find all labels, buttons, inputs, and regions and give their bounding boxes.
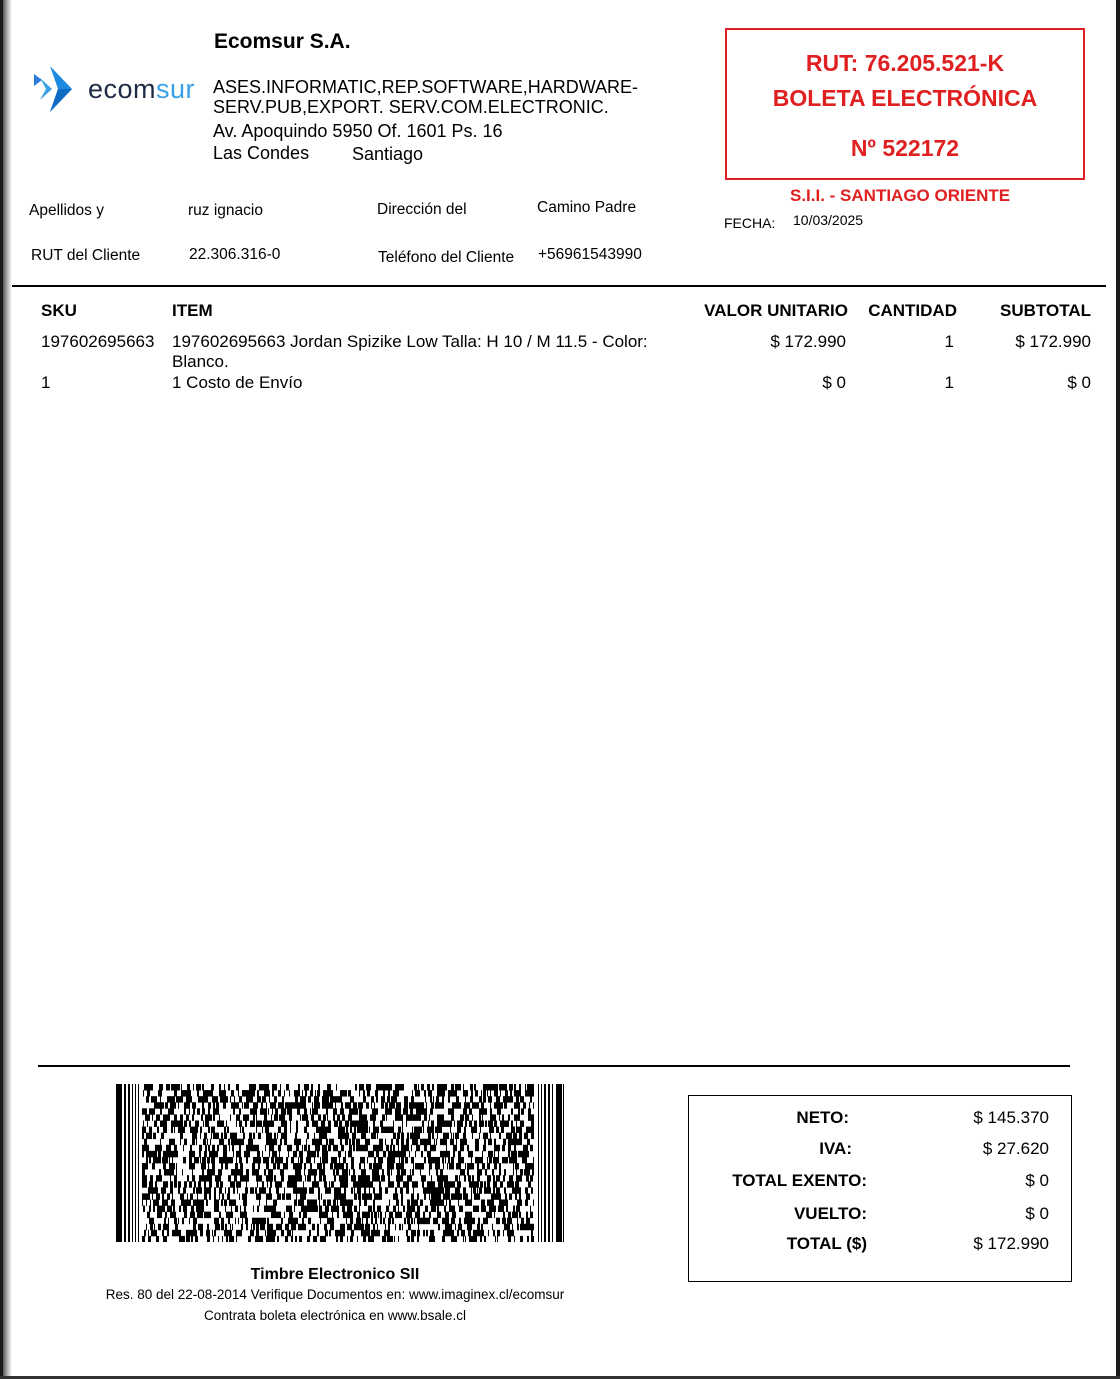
customer-phone: +56961543990 — [538, 246, 642, 263]
row-qty: 1 — [944, 332, 954, 351]
vuelto-value: $ 0 — [1025, 1204, 1049, 1223]
col-header-subtotal: SUBTOTAL — [1000, 301, 1091, 320]
fecha-label: FECHA: — [724, 215, 776, 231]
row-sku: 1 — [41, 373, 51, 392]
exento-label: TOTAL EXENTO: — [732, 1171, 867, 1190]
timbre-title: Timbre Electronico SII — [250, 1266, 420, 1283]
neto-value: $ 145.370 — [973, 1108, 1049, 1127]
company-activity-2: SERV.PUB,EXPORT. SERV.COM.ELECTRONIC. — [213, 97, 609, 117]
customer-name-label: Apellidos y — [29, 202, 104, 219]
timbre-resolution: Res. 80 del 22-08-2014 Verifique Documentos en: www.imaginex.cl/ecomsur — [105, 1287, 565, 1302]
row-item: 1 Costo de Envío — [172, 373, 303, 392]
vuelto-label: VUELTO: — [793, 1204, 867, 1223]
page-edge-right — [1116, 0, 1120, 1379]
footer-divider — [38, 1065, 1070, 1067]
customer-address: Camino Padre — [537, 199, 637, 216]
row-item-cont: Blanco. — [172, 352, 229, 371]
row-subtotal: $ 172.990 — [1015, 332, 1091, 351]
col-header-qty: CANTIDAD — [868, 301, 957, 320]
logo-wordmark — [88, 74, 195, 105]
pdf417-barcode — [116, 1084, 564, 1242]
timbre-contract: Contrata boleta electrónica en www.bsale.cl — [204, 1308, 466, 1323]
row-subtotal: $ 0 — [1067, 373, 1091, 392]
document-id-box — [725, 28, 1085, 180]
company-name: Ecomsur S.A. — [214, 30, 351, 53]
company-commune: Las Condes — [213, 143, 310, 163]
col-header-item: ITEM — [172, 301, 213, 320]
row-unit-price: $ 172.990 — [770, 332, 846, 351]
total-value: $ 172.990 — [973, 1234, 1049, 1253]
exento-value: $ 0 — [1025, 1171, 1049, 1190]
document-type: BOLETA ELECTRÓNICA — [772, 85, 1038, 111]
customer-rut: 22.306.316-0 — [189, 246, 281, 263]
customer-rut-label: RUT del Cliente — [31, 247, 141, 264]
page-edge-left — [0, 0, 12, 1379]
iva-value: $ 27.620 — [982, 1139, 1049, 1158]
neto-label: NETO: — [796, 1108, 849, 1127]
customer-phone-label: Teléfono del Cliente — [378, 249, 515, 266]
row-sku: 197602695663 — [41, 332, 155, 351]
row-unit-price: $ 0 — [822, 373, 846, 392]
issuer-rut: RUT: 76.205.521-K — [805, 50, 1005, 76]
header-divider — [12, 285, 1106, 287]
col-header-sku: SKU — [41, 301, 77, 320]
row-qty: 1 — [944, 373, 954, 392]
total-label: TOTAL ($) — [786, 1234, 867, 1253]
customer-name: ruz ignacio — [188, 202, 263, 219]
company-activity-1: ASES.INFORMATIC,REP.SOFTWARE,HARDWARE- — [213, 77, 639, 97]
iva-label: IVA: — [819, 1139, 852, 1158]
logo-text-b: sur — [156, 74, 196, 104]
row-item: 197602695663 Jordan Spizike Low Talla: H 10 / M 11.5 - Color: — [172, 332, 648, 351]
logo-text-a: ecom — [88, 74, 157, 104]
customer-address-label: Dirección del — [377, 201, 467, 218]
sii-office: S.I.I. - SANTIAGO ORIENTE — [790, 186, 1011, 205]
fecha-value: 10/03/2025 — [793, 212, 864, 228]
company-city: Santiago — [352, 144, 424, 164]
company-address: Av. Apoquindo 5950 Of. 1601 Ps. 16 — [213, 121, 503, 141]
document-number: Nº 522172 — [850, 135, 960, 161]
col-header-unit: VALOR UNITARIO — [704, 301, 848, 320]
